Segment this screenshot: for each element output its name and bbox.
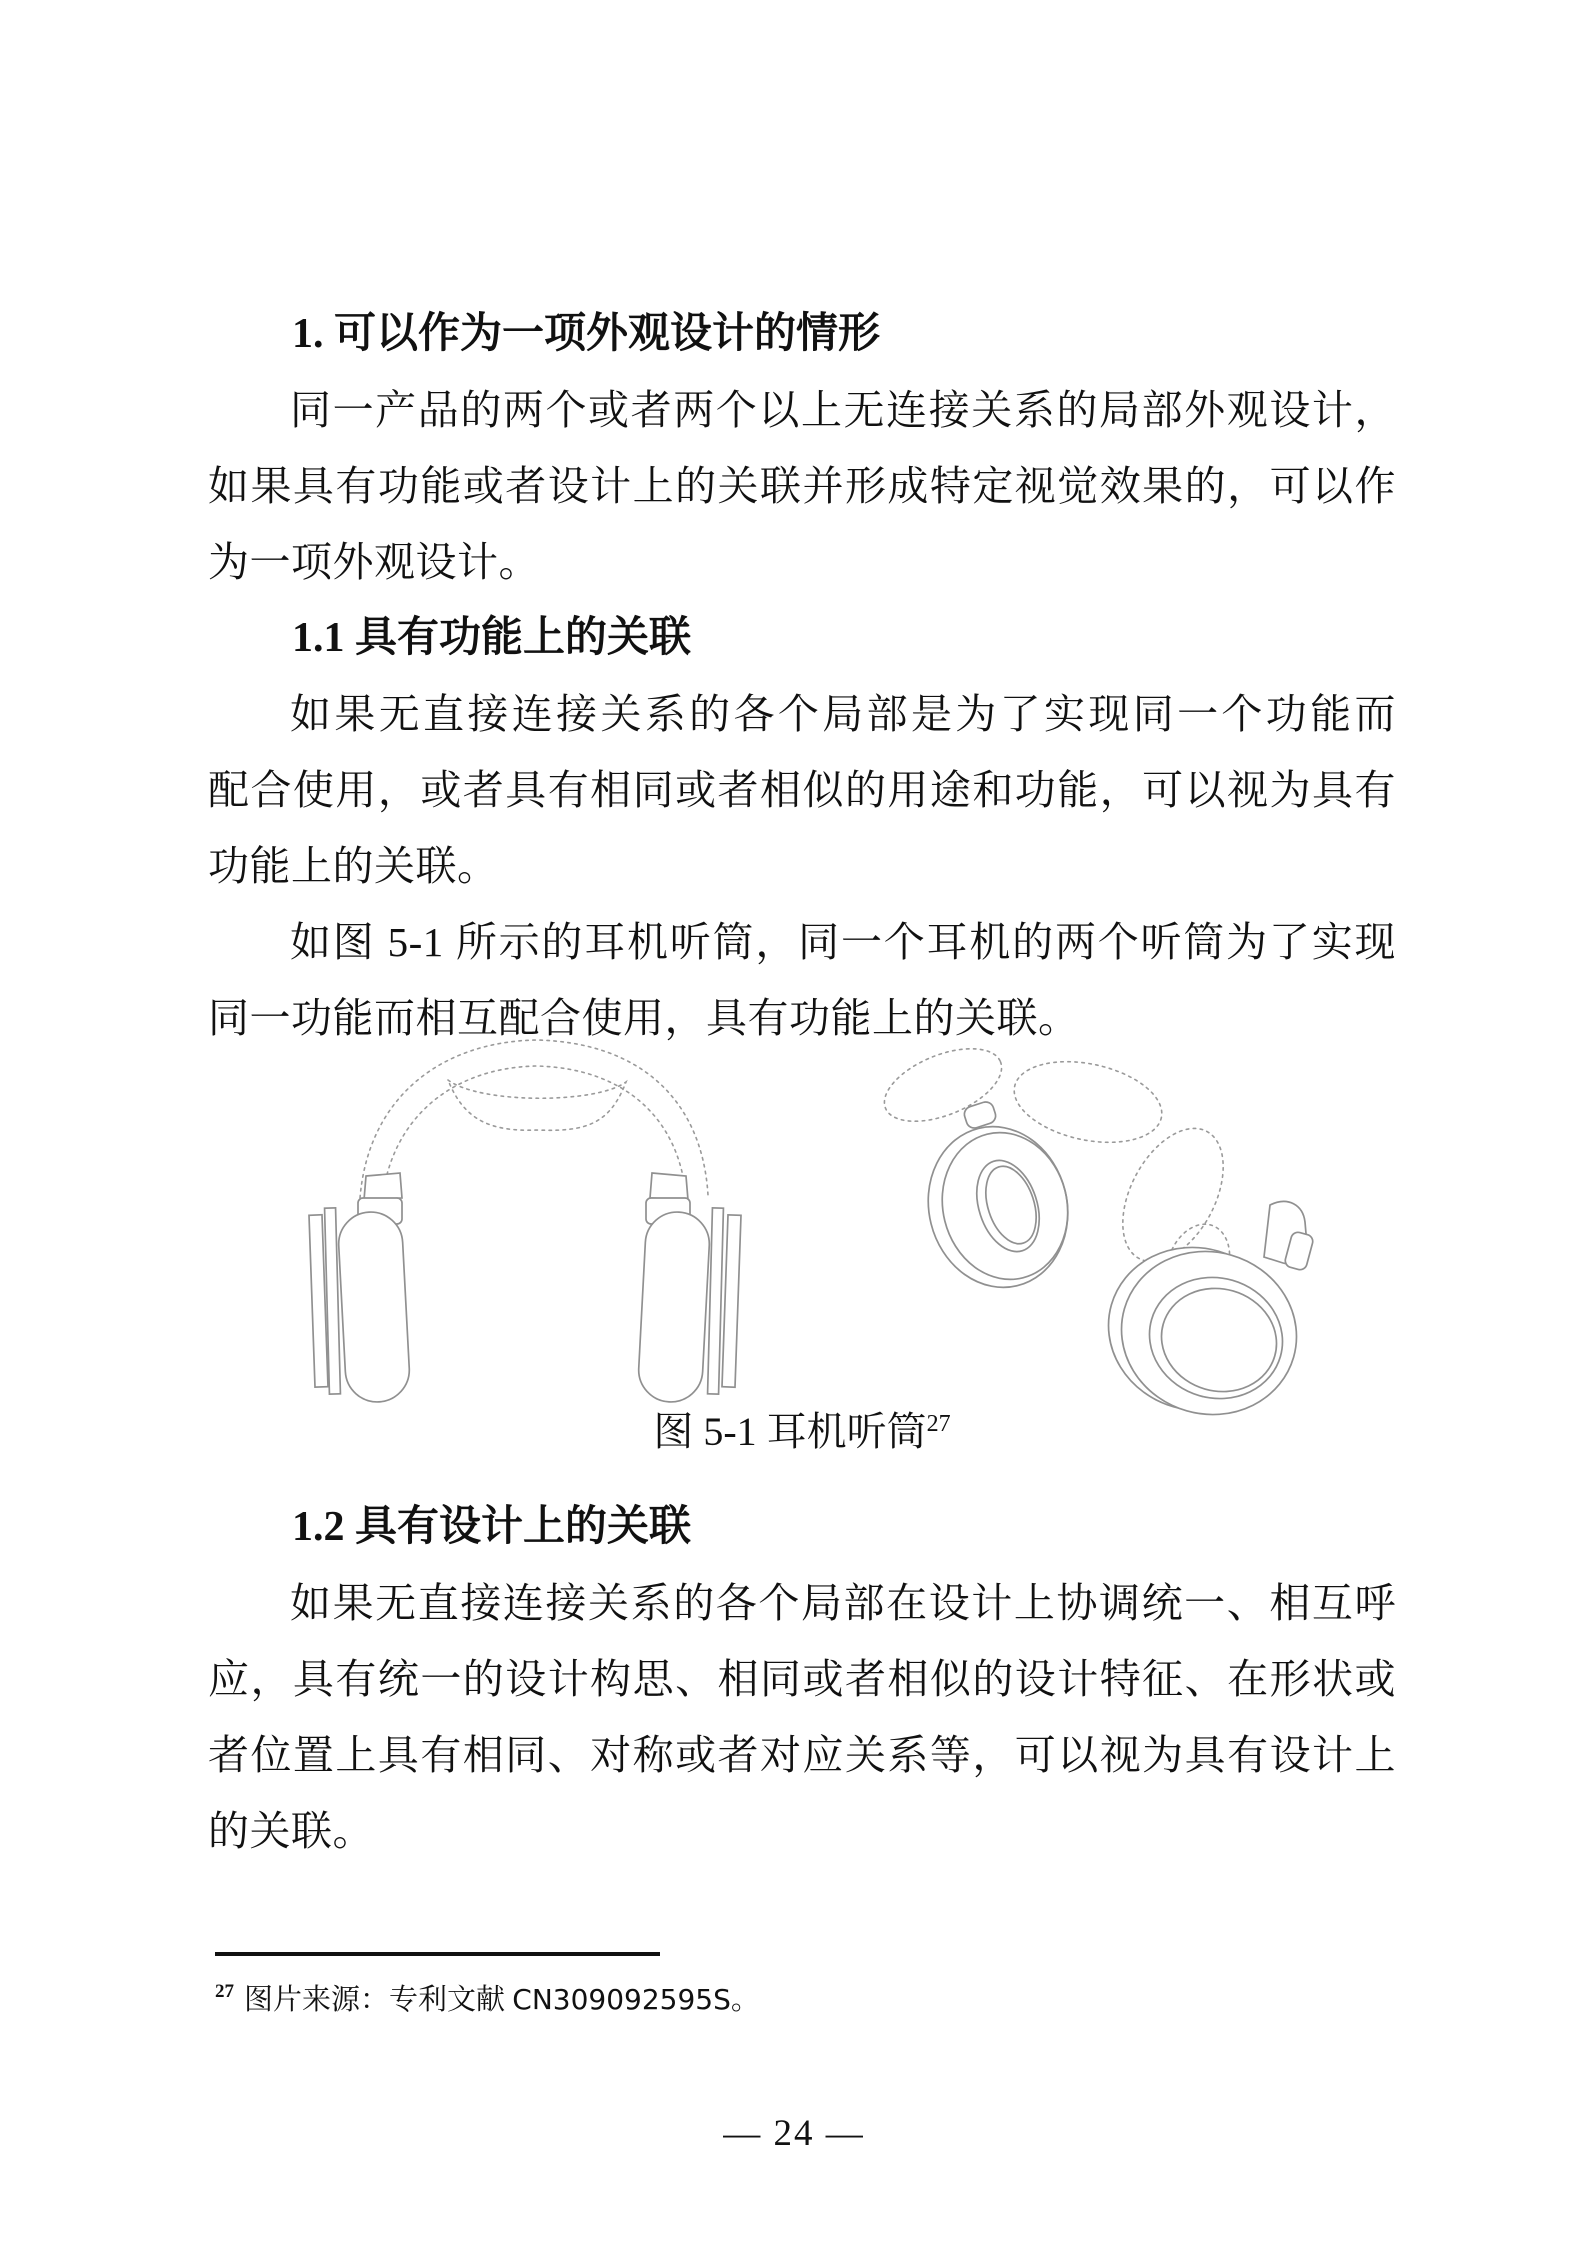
page-number: — 24 —	[723, 2113, 865, 2154]
right-earcup-stem	[650, 1173, 688, 1200]
left-earcup-cushion	[337, 1210, 411, 1403]
section-heading-1-2: 1.2 具有设计上的关联	[292, 1504, 692, 1550]
right-earcup-cushion	[637, 1210, 711, 1403]
left-earcup-stem	[364, 1173, 402, 1200]
paragraph-1-line-3: 为一项外观设计。	[208, 539, 540, 585]
figure-caption-footnote-ref: 27	[926, 1411, 951, 1437]
footnote-area	[215, 1952, 1395, 2022]
paragraph-3-line-1: 如图 5-1 所示的耳机听筒，同一个耳机的两个听筒为了实现	[290, 919, 1396, 965]
footnote-separator-rule	[215, 1952, 660, 1956]
paragraph-1-line-2: 如果具有功能或者设计上的关联并形成特定视觉效果的，可以作	[208, 463, 1396, 509]
right-earcup-slat-inner	[708, 1208, 724, 1394]
footnote-patent-number: CN309092595S	[512, 1983, 731, 2016]
headband-inner-arc	[382, 1066, 686, 1202]
paragraph-2-line-3: 功能上的关联。	[208, 843, 499, 889]
paragraph-4-line-3: 者位置上具有相同、对称或者对应关系等，可以视为具有设计上	[208, 1732, 1396, 1778]
paragraph-4-line-4: 的关联。	[208, 1808, 374, 1854]
ring-earcup-bracket	[962, 1100, 997, 1130]
paragraph-4	[208, 1565, 1396, 1869]
footnote-source-label: 图片来源：专利文献	[244, 1984, 513, 2016]
paragraph-4-line-1: 如果无直接连接关系的各个局部在设计上协调统一、相互呼	[290, 1580, 1396, 1626]
footnote-27	[215, 1970, 1395, 2022]
figure-5-1-drawing	[208, 1030, 1348, 1420]
headband-cushion	[448, 1080, 626, 1130]
headphones-front-view	[309, 1040, 741, 1404]
paragraph-4-line-2: 应，具有统一的设计构思、相同或者相似的设计特征、在形状或	[208, 1656, 1396, 1702]
section-heading-1: 1. 可以作为一项外观设计的情形	[292, 311, 881, 357]
figure-5-1	[208, 1030, 1396, 1394]
right-earcup-slat-outer	[722, 1215, 741, 1387]
paragraph-1-line-1: 同一产品的两个或者两个以上无连接关系的局部外观设计，	[290, 387, 1396, 433]
paragraph-3-line-2: 同一功能而相互配合使用，具有功能上的关联。	[208, 995, 1080, 1041]
footnote-period: 。	[730, 1984, 760, 2016]
paragraph-2-line-1: 如果无直接连接关系的各个局部是为了实现同一个功能而	[290, 691, 1396, 737]
paragraph-1	[208, 372, 1396, 600]
paragraph-2	[208, 676, 1396, 904]
figure-caption-text: 图 5-1 耳机听筒	[653, 1409, 927, 1454]
paragraph-2-line-2: 配合使用，或者具有相同或者相似的用途和功能，可以视为具有	[208, 767, 1396, 813]
section-heading-1-1: 1.1 具有功能上的关联	[292, 615, 692, 661]
footnote-number: 27	[215, 1981, 234, 2002]
page-content	[208, 296, 1396, 1869]
headphones-perspective-view	[874, 1034, 1316, 1420]
